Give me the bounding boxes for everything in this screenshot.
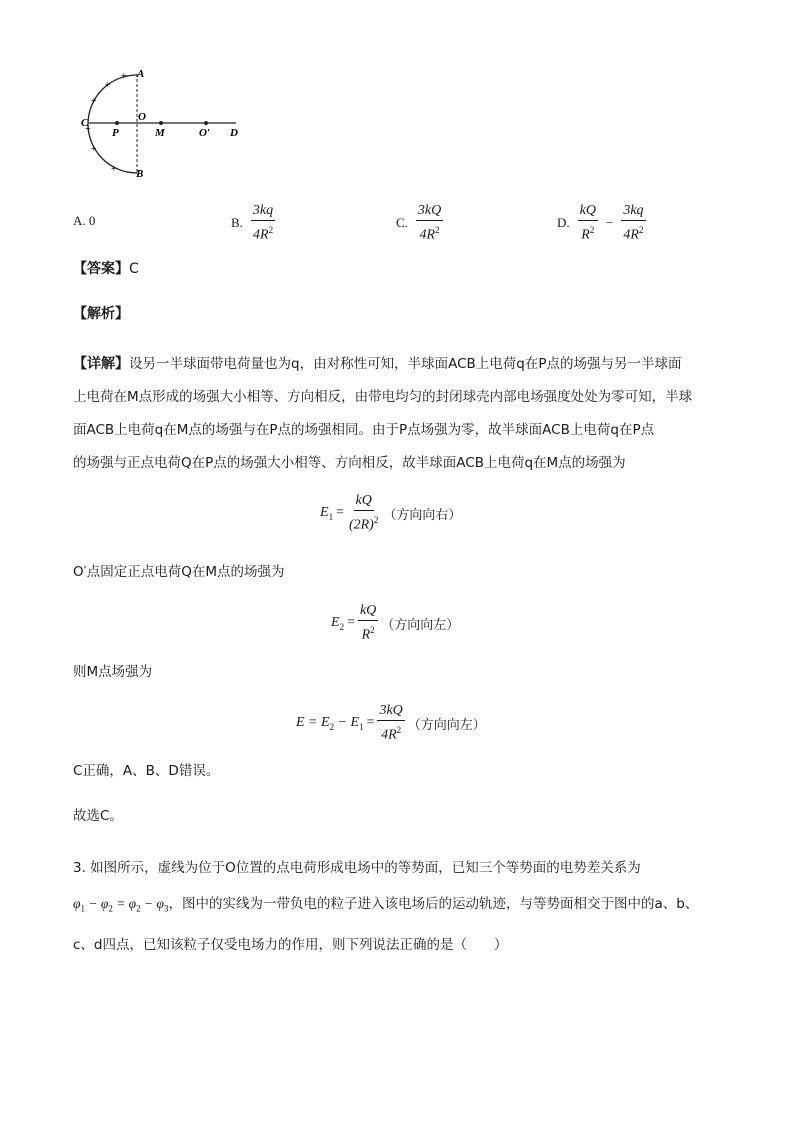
eq1-lhs-sub: 1 bbox=[328, 511, 334, 522]
q3-sub2: 2 bbox=[108, 903, 113, 914]
eq2-lhs-sub: 2 bbox=[339, 621, 345, 632]
eq3-den: 4R bbox=[381, 727, 397, 743]
option-b bbox=[231, 203, 275, 244]
option-d-minus: − bbox=[605, 215, 614, 231]
option-c-den-exp: 2 bbox=[435, 225, 440, 235]
q3-sub1: 1 bbox=[80, 903, 85, 914]
eq2-den: R bbox=[361, 627, 371, 643]
answer-tag: 【答案】 bbox=[73, 261, 129, 277]
q3-phi1: φ bbox=[73, 896, 81, 911]
option-c-num: 3kQ bbox=[416, 203, 443, 221]
detail-line-1 bbox=[73, 348, 692, 381]
eq3-lhs bbox=[296, 715, 364, 732]
option-b-num: 3kq bbox=[251, 203, 275, 221]
detail-paragraph bbox=[73, 348, 692, 480]
option-c-label: C. bbox=[396, 215, 408, 231]
hemisphere-figure bbox=[78, 64, 248, 184]
detail-line-4: 的场强与正点电荷Q在P点的场强大小相等、方向相反，故半球面ACB上电荷q在M点的场强为 bbox=[73, 455, 626, 471]
label-m: M bbox=[155, 127, 165, 139]
option-c bbox=[396, 203, 443, 244]
charge-plus-3: + bbox=[91, 96, 97, 107]
question-3 bbox=[73, 850, 698, 963]
point-m-dot bbox=[159, 121, 163, 125]
eq2-lhs bbox=[331, 615, 344, 632]
eq1-fraction bbox=[347, 493, 380, 534]
option-d-fraction-2 bbox=[621, 203, 645, 244]
eq2-equals: = bbox=[347, 615, 355, 631]
charge-plus-6: + bbox=[111, 164, 117, 175]
eq1-lhs bbox=[320, 505, 333, 522]
option-d-den2: 4R bbox=[623, 227, 639, 243]
text-oprime-field: O′点固定正点电荷Q在M点的场强为 bbox=[73, 564, 285, 580]
equation-e2 bbox=[331, 603, 459, 644]
q3-line-3: c、d四点，已知该粒子仅受电场力的作用，则下列说法正确的是（ ） bbox=[73, 936, 508, 953]
eq3-equals: = bbox=[366, 715, 375, 731]
analysis-line bbox=[73, 304, 129, 324]
option-b-den: 4R bbox=[253, 227, 269, 243]
eq3-den-exp: 2 bbox=[396, 725, 402, 735]
option-d-num2: 3kq bbox=[621, 203, 645, 221]
eq1-den: (2R) bbox=[348, 517, 374, 533]
option-c-fraction bbox=[416, 203, 443, 244]
option-c-den: 4R bbox=[419, 227, 436, 243]
analysis-tag: 【解析】 bbox=[73, 306, 129, 322]
equation-e1 bbox=[320, 493, 461, 534]
eq3-lhs-part1: E = E bbox=[296, 714, 330, 730]
label-p: P bbox=[112, 127, 119, 139]
eq1-equals: = bbox=[336, 505, 344, 521]
answer-value: C bbox=[129, 261, 139, 277]
eq3-minus: − E bbox=[334, 714, 360, 730]
eq3-note: （方向向左） bbox=[407, 717, 486, 733]
eq2-den-exp: 2 bbox=[370, 625, 375, 635]
option-d bbox=[557, 203, 646, 244]
q3-sub3: 3 bbox=[164, 903, 169, 914]
label-d: D bbox=[230, 127, 238, 139]
eq3-sub2: 2 bbox=[329, 721, 335, 732]
option-b-den-exp: 2 bbox=[268, 225, 274, 235]
eq1-num: kQ bbox=[354, 493, 374, 511]
label-oprime: O′ bbox=[199, 127, 211, 139]
answer-line bbox=[73, 259, 139, 279]
q3-line-2-rest: ，图中的实线为一带负电的粒子进入该电场后的运动轨迹，与等势面相交于图中的a、b、 bbox=[168, 896, 699, 912]
point-oprime-dot bbox=[204, 121, 208, 125]
q3-phi-relation bbox=[73, 896, 169, 914]
eq1-den-exp: 2 bbox=[373, 515, 379, 525]
hemisphere-arc bbox=[88, 75, 137, 173]
option-a bbox=[73, 211, 95, 232]
q3-minus2: − φ bbox=[140, 896, 164, 911]
q3-eq: = φ bbox=[112, 896, 137, 911]
eq2-num: kQ bbox=[358, 603, 378, 621]
charge-plus-4: + bbox=[85, 124, 91, 135]
option-b-label: B. bbox=[231, 215, 243, 231]
option-b-fraction bbox=[251, 203, 275, 244]
q3-line-1: 3. 如图所示，虚线为位于O位置的点电荷形成电场中的等势面，已知三个等势面的电势差关系为 bbox=[73, 860, 641, 876]
eq2-fraction bbox=[358, 603, 378, 644]
eq3-fraction bbox=[377, 703, 404, 744]
text-choose: 故选C。 bbox=[73, 808, 123, 824]
charge-plus-2: + bbox=[105, 80, 111, 91]
detail-line-3: 面ACB上电荷q在M点的场强与在P点的场强相同。由于P点场强为零，故半球面ACB上电荷q在P点 bbox=[73, 422, 655, 438]
option-d-label: D. bbox=[557, 215, 570, 231]
eq1-lhs-symbol: E bbox=[320, 504, 329, 520]
charge-plus-1: + bbox=[121, 71, 127, 82]
option-d-den2-exp: 2 bbox=[638, 225, 644, 235]
eq3-num: 3kQ bbox=[377, 703, 404, 721]
label-a: A bbox=[137, 68, 145, 80]
detail-tag: 【详解】 bbox=[73, 356, 129, 372]
eq2-note: （方向向左） bbox=[381, 617, 460, 633]
label-c: C bbox=[81, 117, 89, 129]
option-d-num1: kQ bbox=[578, 203, 598, 221]
text-m-field: 则M点场强为 bbox=[73, 664, 153, 680]
q3-line-2 bbox=[73, 886, 698, 927]
q3-minus1: − φ bbox=[84, 896, 109, 911]
q3-sub2b: 2 bbox=[136, 903, 141, 914]
detail-line-1-text: 设另一半球面带电荷量也为q，由对称性可知，半球面ACB上电荷q在P点的场强与另一半球面 bbox=[129, 356, 682, 372]
eq3-sub1: 1 bbox=[359, 721, 364, 732]
eq2-lhs-symbol: E bbox=[331, 614, 340, 630]
label-b: B bbox=[136, 168, 144, 180]
option-d-den1-exp: 2 bbox=[589, 225, 595, 235]
text-correct: C正确，A、B、D错误。 bbox=[73, 763, 220, 779]
equation-e bbox=[296, 703, 486, 744]
detail-line-2: 上电荷在M点形成的场强大小相等、方向相反，由带电均匀的封闭球壳内部电场强度处处为零可知，半球 bbox=[73, 389, 693, 405]
option-d-fraction-1 bbox=[578, 203, 598, 244]
charge-plus-5: + bbox=[91, 144, 97, 155]
point-p-dot bbox=[115, 121, 119, 125]
option-a-label: A. 0 bbox=[73, 213, 96, 228]
eq1-note: （方向向右） bbox=[383, 507, 462, 523]
label-o: O bbox=[138, 111, 146, 123]
option-d-den1: R bbox=[581, 227, 590, 243]
